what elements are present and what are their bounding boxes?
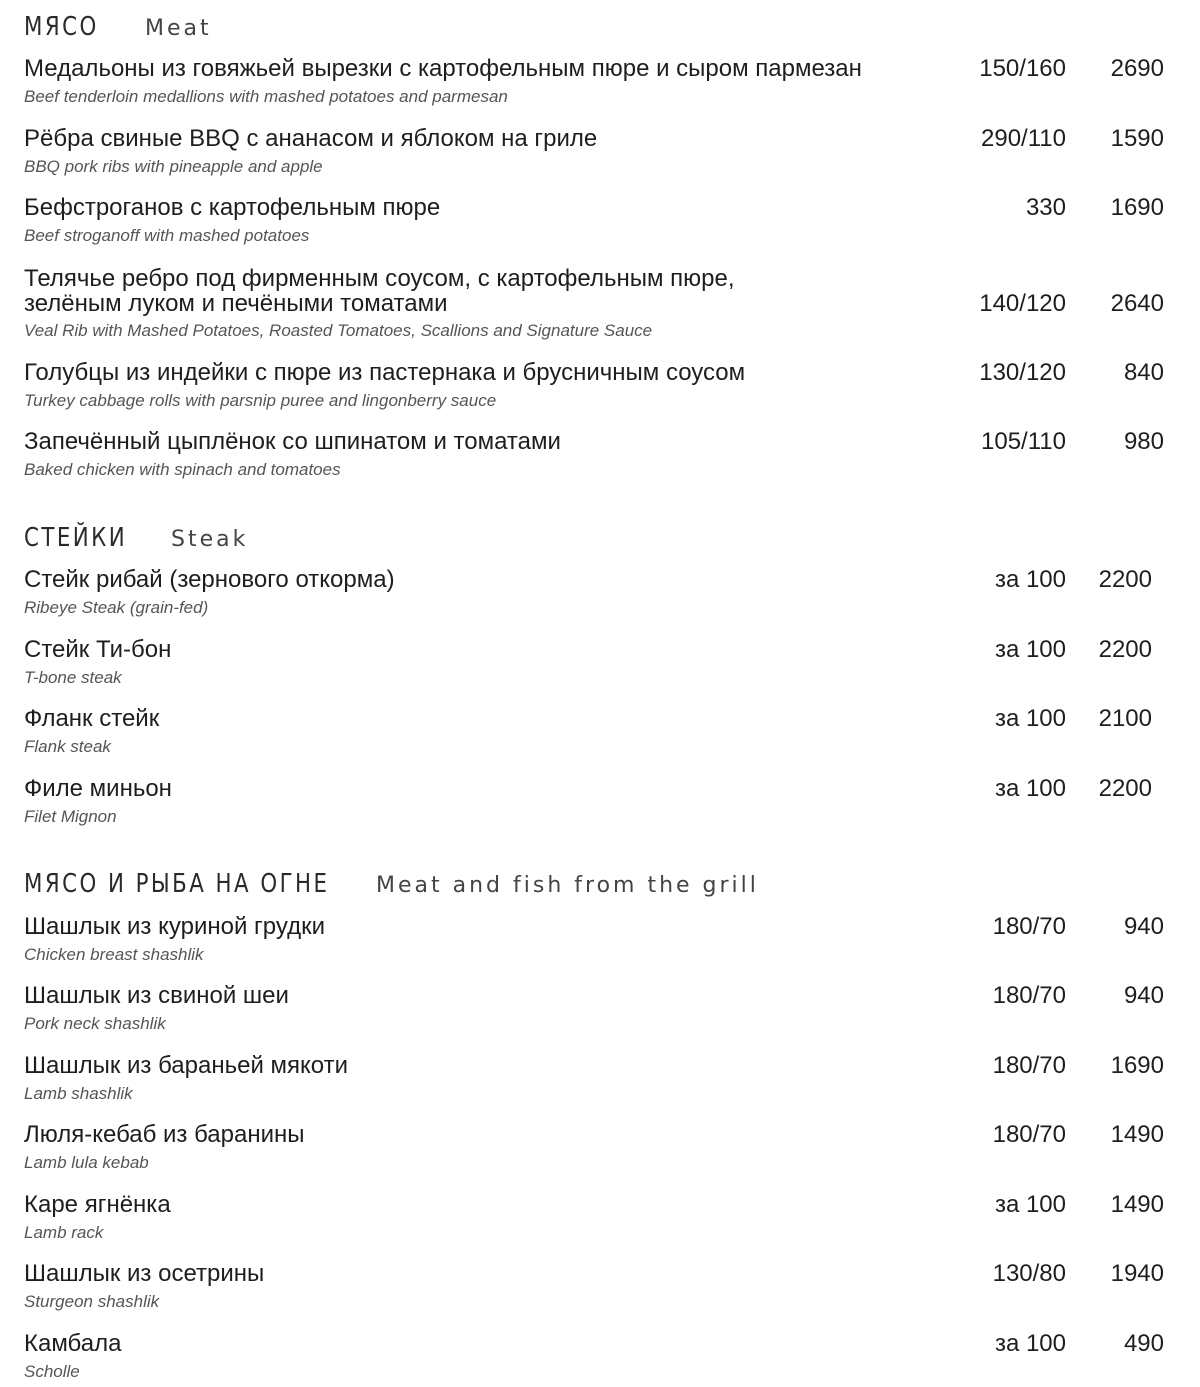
item-price: 840 xyxy=(1123,359,1164,386)
item-name-ru: Голубцы из индейки с пюре из пастернака и брусничным соусом xyxy=(24,359,746,386)
item-name-en: BBQ pork ribs with pineapple and apple xyxy=(24,157,323,176)
item-weight: за 100 xyxy=(994,775,1066,802)
item-price: 1490 xyxy=(1110,1191,1164,1218)
item-name-ru-line1: Телячье ребро под фирменным соусом, с картофельным пюре, xyxy=(24,265,735,292)
item-weight: 130/80 xyxy=(992,1260,1066,1287)
item-weight: 180/70 xyxy=(992,913,1066,940)
item-weight: 290/110 xyxy=(981,125,1066,152)
item-price: 2690 xyxy=(1110,55,1164,82)
item-name-en: Pork neck shashlik xyxy=(24,1014,166,1033)
item-weight: 180/70 xyxy=(992,982,1066,1009)
item-weight: за 100 xyxy=(994,705,1066,732)
item-price: 940 xyxy=(1123,913,1164,940)
item-price: 2640 xyxy=(1110,290,1164,317)
item-price: 490 xyxy=(1123,1330,1164,1357)
item-name-ru: Шашлык из осетрины xyxy=(24,1260,265,1287)
item-name-ru: Камбала xyxy=(24,1330,122,1357)
item-name-en: Chicken breast shashlik xyxy=(24,945,204,964)
item-name-ru-line2: зелёным луком и печёными томатами xyxy=(24,290,448,317)
item-name-ru: Медальоны из говяжьей вырезки с картофельным пюре и сыром пармезан xyxy=(24,55,862,82)
item-name-ru: Фланк стейк xyxy=(24,705,160,732)
item-name-en: Lamb rack xyxy=(24,1223,104,1242)
item-price: 1590 xyxy=(1110,125,1164,152)
item-name-en: Beef stroganoff with mashed potatoes xyxy=(24,226,310,245)
item-name-en: Turkey cabbage rolls with parsnip puree and lingonberry sauce xyxy=(24,391,497,410)
section-header-steak xyxy=(24,523,249,553)
item-name-en: Lamb lula kebab xyxy=(24,1153,149,1172)
item-name-ru: Шашлык из свиной шеи xyxy=(24,982,289,1009)
item-name-ru: Запечённый цыплёнок со шпинатом и томатами xyxy=(24,428,561,455)
item-weight: 330 xyxy=(1025,194,1066,221)
item-weight: за 100 xyxy=(994,1191,1066,1218)
item-name-ru: Бефстроганов с картофельным пюре xyxy=(24,194,441,221)
item-price: 940 xyxy=(1123,982,1164,1009)
item-price: 2200 xyxy=(1098,566,1152,593)
item-weight: 180/70 xyxy=(992,1052,1066,1079)
item-name-en: Beef tenderloin medallions with mashed potatoes and parmesan xyxy=(24,87,508,106)
item-price: 2200 xyxy=(1098,775,1152,802)
item-name-en: Sturgeon shashlik xyxy=(24,1292,160,1311)
item-name-en: Baked chicken with spinach and tomatoes xyxy=(24,460,341,479)
item-weight: 105/110 xyxy=(981,428,1066,455)
item-name-ru: Стейк Ти-бон xyxy=(24,636,172,663)
item-name-en: Lamb shashlik xyxy=(24,1084,133,1103)
item-price: 2200 xyxy=(1098,636,1152,663)
item-weight: 130/120 xyxy=(979,359,1066,386)
item-name-ru: Шашлык из бараньей мякоти xyxy=(24,1052,348,1079)
item-name-ru: Стейк рибай (зернового откорма) xyxy=(24,566,395,593)
item-price: 1490 xyxy=(1110,1121,1164,1148)
item-name-en: Veal Rib with Mashed Potatoes, Roasted Tomatoes, Scallions and Signature Sauce xyxy=(24,321,653,340)
item-weight: 150/160 xyxy=(979,55,1066,82)
item-price: 980 xyxy=(1123,428,1164,455)
item-name-en: Ribeye Steak (grain-fed) xyxy=(24,598,209,617)
section-header-meat xyxy=(24,12,212,42)
section-header-grill xyxy=(24,869,759,899)
item-weight: 140/120 xyxy=(979,290,1066,317)
item-price: 2100 xyxy=(1098,705,1152,732)
item-price: 1690 xyxy=(1110,194,1164,221)
item-name-ru: Каре ягнёнка xyxy=(24,1191,171,1218)
section-title-ru: МЯСО xyxy=(24,12,99,42)
item-name-en: Scholle xyxy=(24,1362,80,1381)
item-name-en: T-bone steak xyxy=(24,668,122,687)
section-title-en: Meat xyxy=(145,16,212,41)
item-name-ru: Люля-кебаб из баранины xyxy=(24,1121,305,1148)
item-price: 1940 xyxy=(1110,1260,1164,1287)
item-weight: 180/70 xyxy=(992,1121,1066,1148)
section-title-en: Meat and fish from the grill xyxy=(376,873,759,898)
item-name-ru: Рёбра свиные BBQ с ананасом и яблоком на гриле xyxy=(24,125,598,152)
item-name-en: Filet Mignon xyxy=(24,807,117,826)
section-title-ru: МЯСО И РЫБА НА ОГНЕ xyxy=(24,869,330,899)
item-weight: за 100 xyxy=(994,1330,1066,1357)
item-name-ru: Шашлык из куриной грудки xyxy=(24,913,325,940)
item-weight: за 100 xyxy=(994,566,1066,593)
section-title-en: Steak xyxy=(171,527,249,552)
section-title-ru: СТЕЙКИ xyxy=(24,523,128,553)
item-weight: за 100 xyxy=(994,636,1066,663)
item-name-ru: Филе миньон xyxy=(24,775,172,802)
item-price: 1690 xyxy=(1110,1052,1164,1079)
item-name-en: Flank steak xyxy=(24,737,111,756)
